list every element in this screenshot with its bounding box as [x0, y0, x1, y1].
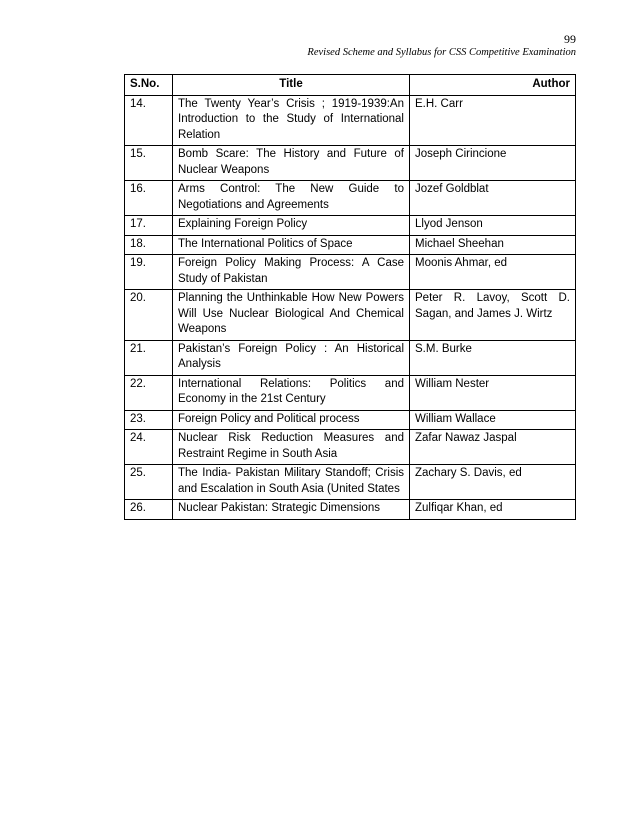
table-row [125, 430, 576, 465]
table-row [125, 95, 576, 146]
row-author: Llyod Jenson [410, 216, 576, 236]
row-sno: 17. [125, 216, 173, 236]
row-sno: 20. [125, 290, 173, 341]
row-author: Jozef Goldblat [410, 181, 576, 216]
table-header-row [125, 75, 576, 96]
row-sno: 23. [125, 410, 173, 430]
table-row [125, 181, 576, 216]
row-title: Pakistan’s Foreign Policy : An Historical Analysis [173, 340, 410, 375]
page-number: 99 [564, 32, 576, 46]
row-sno: 22. [125, 375, 173, 410]
row-title: Arms Control: The New Guide to Negotiations and Agreements [173, 181, 410, 216]
row-title: The International Politics of Space [173, 235, 410, 255]
running-header: Revised Scheme and Syllabus for CSS Competitive Examination [307, 47, 576, 58]
table-row [125, 216, 576, 236]
row-author: Moonis Ahmar, ed [410, 255, 576, 290]
table-row [125, 465, 576, 500]
row-title: Nuclear Risk Reduction Measures and Restraint Regime in South Asia [173, 430, 410, 465]
table-row [125, 375, 576, 410]
table-row [125, 410, 576, 430]
row-sno: 26. [125, 500, 173, 520]
row-author: E.H. Carr [410, 95, 576, 146]
row-title: Explaining Foreign Policy [173, 216, 410, 236]
row-sno: 25. [125, 465, 173, 500]
row-author: Zulfiqar Khan, ed [410, 500, 576, 520]
table-row [125, 500, 576, 520]
row-sno: 24. [125, 430, 173, 465]
row-author: Peter R. Lavoy, Scott D. Sagan, and James J. Wirtz [410, 290, 576, 341]
row-title: Nuclear Pakistan: Strategic Dimensions [173, 500, 410, 520]
row-sno: 19. [125, 255, 173, 290]
row-title: International Relations: Politics and Economy in the 21st Century [173, 375, 410, 410]
row-author: S.M. Burke [410, 340, 576, 375]
row-sno: 16. [125, 181, 173, 216]
row-title: The India- Pakistan Military Standoff; Crisis and Escalation in South Asia (United States [173, 465, 410, 500]
row-author: Zafar Nawaz Jaspal [410, 430, 576, 465]
row-author: William Wallace [410, 410, 576, 430]
row-sno: 15. [125, 146, 173, 181]
header-sno: S.No. [125, 75, 173, 96]
row-sno: 14. [125, 95, 173, 146]
table-row [125, 340, 576, 375]
row-author: Joseph Cirincione [410, 146, 576, 181]
table-row [125, 146, 576, 181]
table-row [125, 235, 576, 255]
row-title: Foreign Policy Making Process: A Case Study of Pakistan [173, 255, 410, 290]
row-title: Planning the Unthinkable How New Powers Will Use Nuclear Biological And Chemical Weapons [173, 290, 410, 341]
reading-list-table [124, 74, 576, 520]
row-title: The Twenty Year’s Crisis ; 1919-1939:An Introduction to the Study of International Relation [173, 95, 410, 146]
header-author: Author [410, 75, 576, 96]
row-title: Foreign Policy and Political process [173, 410, 410, 430]
row-title: Bomb Scare: The History and Future of Nuclear Weapons [173, 146, 410, 181]
header-title: Title [173, 75, 410, 96]
table-row [125, 255, 576, 290]
row-sno: 18. [125, 235, 173, 255]
row-author: William Nester [410, 375, 576, 410]
row-author: Zachary S. Davis, ed [410, 465, 576, 500]
table-row [125, 290, 576, 341]
row-author: Michael Sheehan [410, 235, 576, 255]
row-sno: 21. [125, 340, 173, 375]
